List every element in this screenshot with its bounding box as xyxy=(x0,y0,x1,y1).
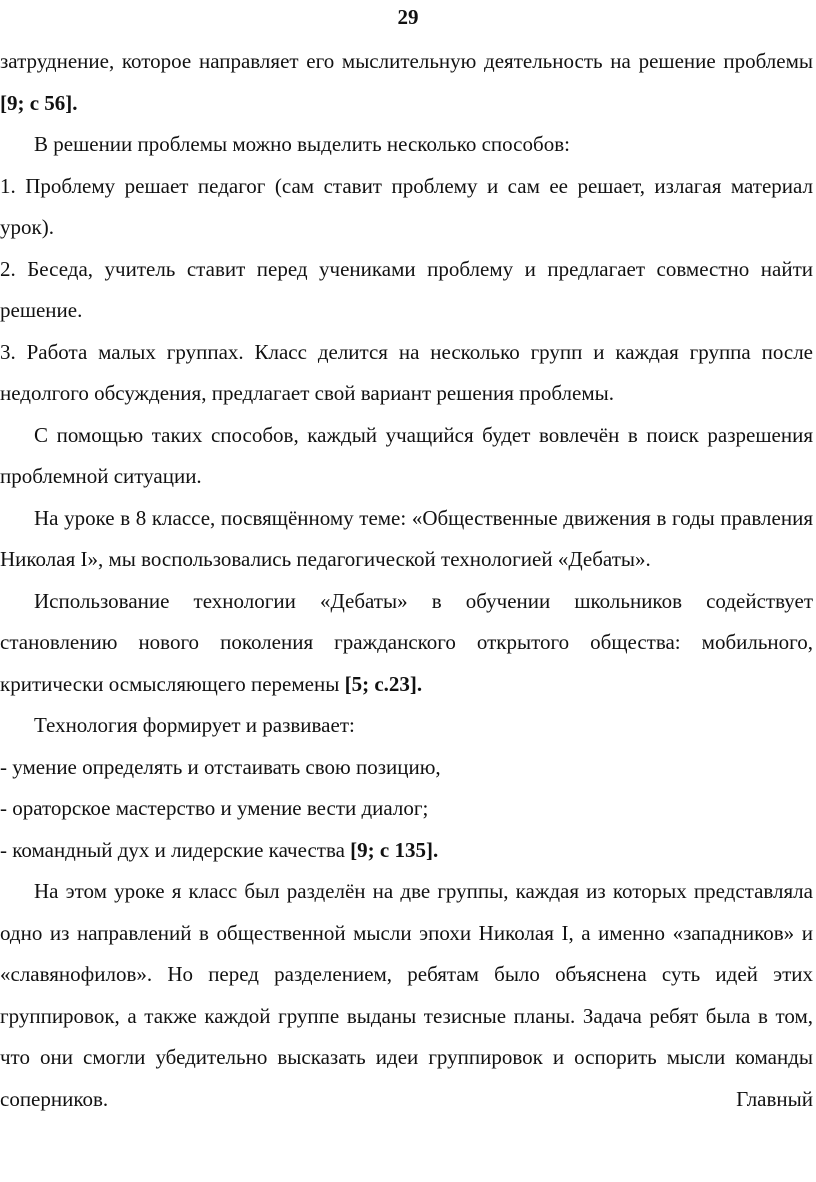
citation-reference: [9; с 135]. xyxy=(350,837,439,862)
citation-reference: [9; с 56]. xyxy=(0,90,78,115)
paragraph-text: - умение определять и отстаивать свою позицию, xyxy=(0,754,441,779)
list-item-skill-1 xyxy=(0,747,813,789)
paragraph-methods-summary xyxy=(0,415,813,498)
list-item-skill-2 xyxy=(0,788,813,830)
paragraph-text: 1. Проблему решает педагог (сам ставит проблему и сам ее решает, излагая материал урок). xyxy=(0,173,813,239)
list-item-method-3 xyxy=(0,332,813,415)
paragraph-text: На уроке в 8 классе, посвящённому теме: «Общественные движения в годы правления Николая I», мы воспользовались педагогической технологией «Дебаты». xyxy=(0,505,813,571)
paragraph-technology-develops xyxy=(0,705,813,747)
body-text xyxy=(0,41,813,1120)
paragraph-text: - командный дух и лидерские качества xyxy=(0,837,351,862)
paragraph-text: Использование технологии «Дебаты» в обучении школьников содействует становлению нового поколения гражданского открытого общества: мобильного, критически осмысляющего перемены xyxy=(0,588,813,696)
paragraph-lesson-topic xyxy=(0,498,813,581)
paragraph-text: На этом уроке я класс был разделён на две группы, каждая из которых представляла одно из направлений в общественной мысли эпохи Николая I, а именно «западников» и «славянофилов». Но перед разделением, ребятам было объяснена суть идей этих группировок, а также каждой группе выданы тезисные планы. Задача ребят была в том, что они смогли убедительно высказать идеи группировок и оспорить мысли команды соперников. Главный xyxy=(0,879,813,1111)
paragraph-text: - ораторское мастерство и умение вести диалог; xyxy=(0,796,429,820)
list-item-method-1 xyxy=(0,166,813,249)
paragraph-text: С помощью таких способов, каждый учащийся будет вовлечён в поиск разрешения проблемной ситуации. xyxy=(0,422,813,488)
list-item-method-2 xyxy=(0,249,813,332)
paragraph-continuation xyxy=(0,41,813,124)
paragraph-text: Технология формирует и развивает: xyxy=(34,713,355,737)
paragraph-text: затруднение, которое направляет его мыслительную деятельность на решение проблемы xyxy=(0,49,813,73)
list-item-skill-3 xyxy=(0,830,813,872)
paragraph-debate-technology xyxy=(0,581,813,706)
page-number: 29 xyxy=(397,5,419,29)
paragraph-text: 2. Беседа, учитель ставит перед учениками проблему и предлагает совместно найти решение. xyxy=(0,256,813,322)
paragraph-lesson-description xyxy=(0,871,813,1120)
paragraph-text: В решении проблемы можно выделить несколько способов: xyxy=(34,132,570,156)
paragraph-text: 3. Работа малых группах. Класс делится на несколько групп и каждая группа после недолгого обсуждения, предлагает свой вариант решения проблемы. xyxy=(0,339,813,405)
paragraph-intro-methods xyxy=(0,124,813,166)
citation-reference: [5; с.23]. xyxy=(344,671,423,696)
